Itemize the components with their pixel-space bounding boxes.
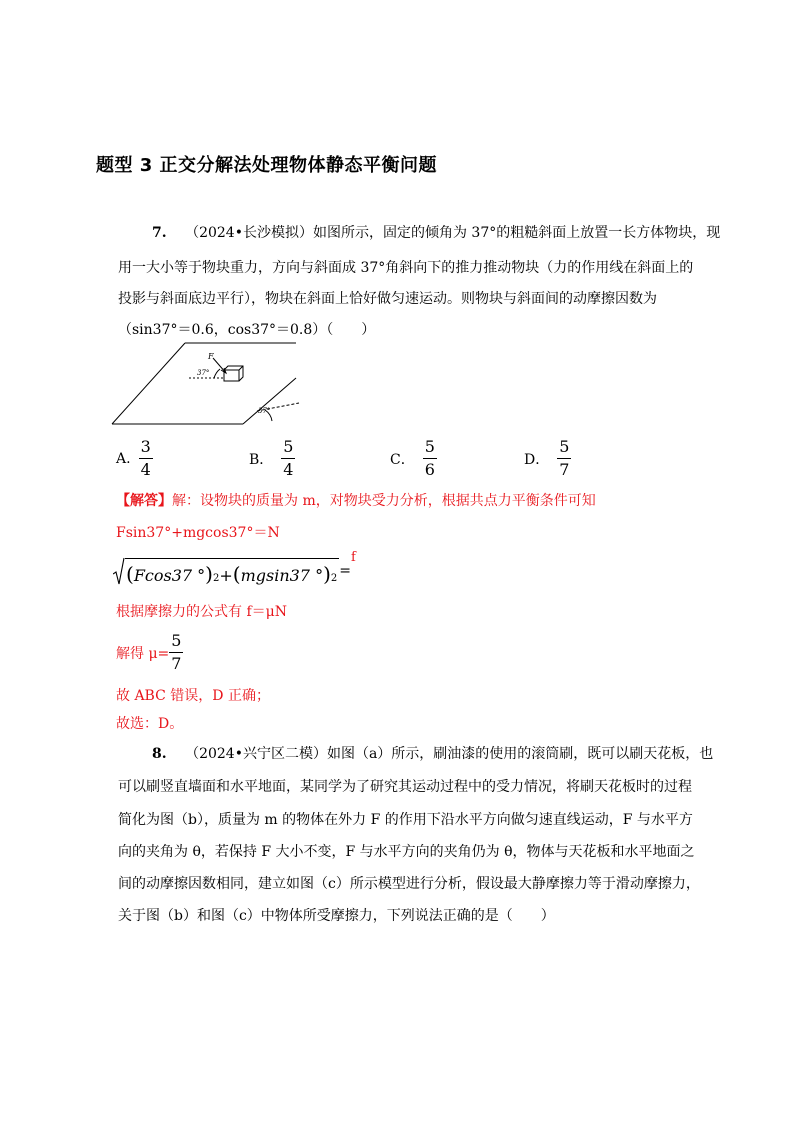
answer-intro: 解：设物块的质量为 m，对物块受力分析，根据共点力平衡条件可知 <box>172 493 596 509</box>
q8-line-1 <box>152 743 713 763</box>
answer-tag: 【解答】 <box>116 493 172 509</box>
option-c[interactable] <box>390 439 437 478</box>
figure-slope-edge <box>243 378 296 424</box>
figure-angle-arc-1 <box>214 369 220 378</box>
angle-label-2: 37° <box>258 407 271 415</box>
option-c-den: 6 <box>424 460 435 479</box>
sqrt-equation: ( Fcos37 ° ) $_2$ + ( mgsin37 ° ) $_2$ = f <box>113 552 356 586</box>
answer-solve <box>116 633 183 672</box>
option-b[interactable] <box>249 439 295 478</box>
q7-line-3: 投影与斜面底边平行），物块在斜面上恰好做匀速运动。则物块与斜面间的动摩擦因数为 <box>118 291 657 307</box>
answer-conclusion: 故 ABC 错误，D 正确； <box>116 688 270 704</box>
figure-left-edge <box>112 343 185 424</box>
q8-line-4: 向的夹角为 θ，若保持 F 大小不变，F 与水平方向的夹角仍为 θ，物体与天花板和水平地面之 <box>118 844 695 860</box>
answer-eq3: 根据摩擦力的公式有 f＝μN <box>116 604 287 620</box>
option-d-num: 5 <box>557 439 571 459</box>
q7-line-2: 用一大小等于物块重力，方向与斜面成 37°角斜向下的推力推动物块（力的作用线在斜面上的 <box>118 260 694 276</box>
sqrt-term-2: mgsin37 ° <box>240 566 324 585</box>
q8-line-2: 可以刷竖直墙面和水平地面，某同学为了研究其运动过程中的受力情况，将刷天花板时的过程 <box>118 779 692 795</box>
option-a-letter: A. <box>116 450 131 467</box>
answer-eq1: Fsin37°+mgcos37°＝N <box>116 525 280 541</box>
q7-line-4: （sin37°＝0.6，cos37°＝0.8）（ ） <box>118 322 376 338</box>
q7-number: 7. <box>152 225 167 241</box>
q8-line-6: 关于图（b）和图（c）中物体所受摩擦力，下列说法正确的是（ ） <box>118 908 555 924</box>
solve-prefix: 解得 μ= <box>116 645 170 662</box>
angle-label-1: 37° <box>197 369 210 377</box>
option-d-fraction <box>557 439 571 478</box>
q8-number: 8. <box>152 746 167 762</box>
option-b-fraction <box>281 439 295 478</box>
option-a-num: 3 <box>139 439 153 459</box>
option-d-letter: D． <box>524 451 550 468</box>
sqrt-body: ( Fcos37 ° ) $_2$ + ( mgsin37 ° ) $_2$ <box>125 558 339 586</box>
option-a-fraction <box>139 439 153 478</box>
option-c-letter: C． <box>390 451 415 468</box>
option-c-num: 5 <box>423 439 437 459</box>
q8-text-1: （2024•兴宁区二模）如图（a）所示，刷油漆的使用的滚筒刷，既可以刷天花板，也 <box>185 746 714 762</box>
answer-intro-line <box>116 490 596 510</box>
option-a[interactable] <box>116 439 153 478</box>
q8-line-5: 间的动摩擦因数相同，建立如图（c）所示模型进行分析，假设最大静摩擦力等于滑动摩擦力， <box>118 876 700 892</box>
answer-choice: 故选：D。 <box>116 716 184 732</box>
option-b-letter: B． <box>249 451 274 468</box>
q7-line-1 <box>152 222 720 242</box>
option-d[interactable] <box>524 439 571 478</box>
option-b-den: 4 <box>283 460 294 479</box>
option-d-den: 7 <box>559 460 570 479</box>
q8-line-3: 简化为图（b），质量为 m 的物体在外力 F 的作用下沿水平方向做匀速直线运动，F 与水平方 <box>118 812 693 828</box>
option-c-fraction <box>423 439 437 478</box>
incline-figure <box>110 338 305 430</box>
sqrt-term-1: Fcos37 ° <box>133 566 206 585</box>
section-title: 题型 3 正交分解法处理物体静态平衡问题 <box>96 155 438 176</box>
block-front <box>224 370 239 381</box>
option-a-den: 4 <box>140 460 151 479</box>
solve-den: 7 <box>171 654 182 673</box>
sqrt-result: f <box>351 550 356 565</box>
sqrt-radical-icon <box>113 556 125 586</box>
option-b-num: 5 <box>281 439 295 459</box>
force-label: F <box>208 352 214 361</box>
solve-fraction <box>169 633 183 672</box>
q7-text-1: （2024•长沙模拟）如图所示，固定的倾角为 37°的粗糙斜面上放置一长方体物块，现 <box>185 225 721 241</box>
solve-num: 5 <box>169 633 183 653</box>
